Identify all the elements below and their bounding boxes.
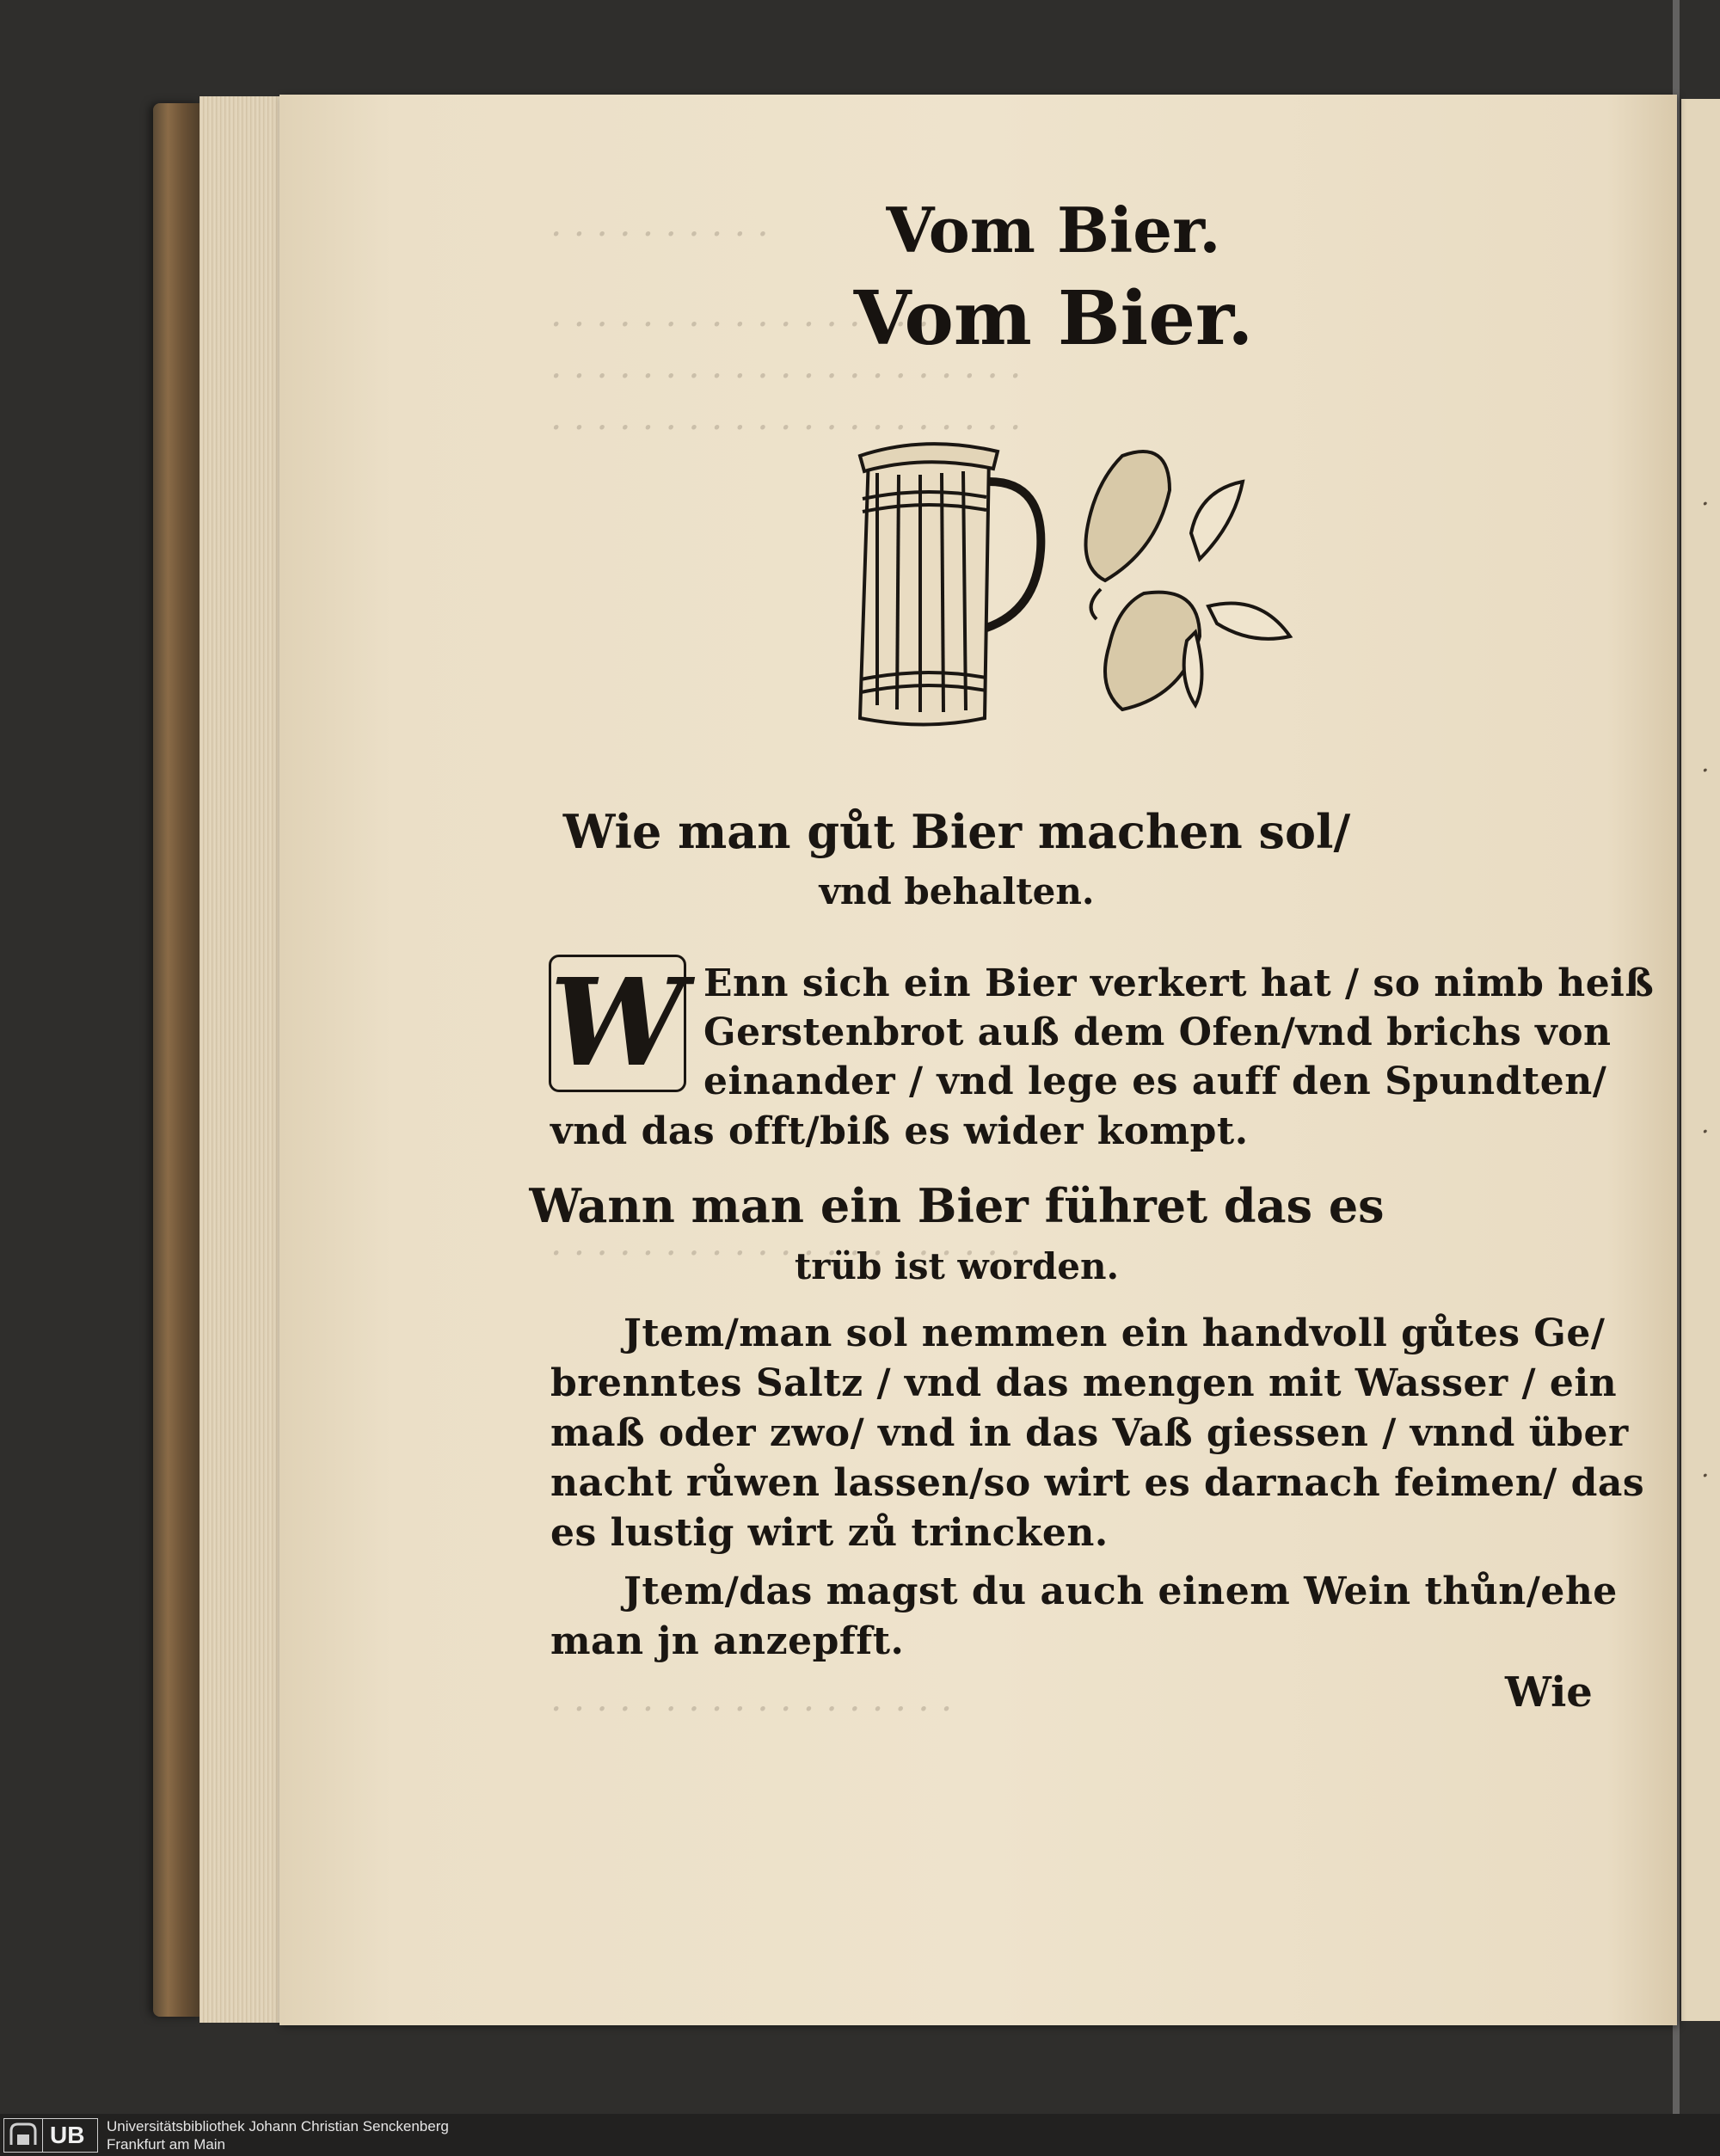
ub-logo-text: UB [50, 2121, 85, 2148]
section1-subheading: vnd behalten. [819, 870, 1095, 912]
section2-line: Jtem/man sol nemmen ein handvoll gůtes Ge/ [624, 1311, 1606, 1355]
section1-line: vnd das offt/biß es wider kompt. [550, 1109, 1249, 1153]
drop-cap: W [550, 953, 685, 1094]
footer-line1: Universitätsbibliothek Johann Christian Senckenberg [107, 2117, 449, 2135]
section2-subheading: trüb ist worden. [794, 1245, 1120, 1287]
chapter-title: Vom Bier. [853, 275, 1254, 362]
section2-line: brenntes Saltz / vnd das mengen mit Wasser / ein [550, 1361, 1618, 1405]
facing-page-edge [1681, 99, 1720, 2021]
library-emblem-icon [4, 2119, 43, 2152]
ub-logo[interactable] [3, 2118, 98, 2153]
section1-line: Gerstenbrot auß dem Ofen/vnd brichs von [703, 1010, 1612, 1054]
tankard-icon [860, 444, 1041, 724]
section2-line: es lustig wirt zů trincken. [550, 1511, 1109, 1555]
section2-line: Jtem/das magst du auch einem Wein thůn/ehe [624, 1569, 1618, 1613]
woodcut-illustration [838, 421, 1320, 740]
running-head: Vom Bier. [886, 193, 1221, 267]
section1-line: einander / vnd lege es auff den Spundten/ [703, 1060, 1607, 1103]
catchword: Wie [1505, 1668, 1593, 1717]
footer-line2: Frankfurt am Main [107, 2135, 225, 2153]
hop-cone-icon [1086, 451, 1291, 709]
section2-line: nacht růwen lassen/so wirt es darnach feimen/ das [550, 1461, 1645, 1505]
section1-heading: Wie man gůt Bier machen sol/ [562, 804, 1351, 859]
page-edges [200, 96, 286, 2023]
section2-heading: Wann man ein Bier führet das es [529, 1178, 1385, 1233]
library-footer [0, 2114, 1720, 2156]
book-spine [153, 103, 203, 2017]
section2-line: maß oder zwo/ vnd in das Vaß giessen / vnnd über [550, 1411, 1629, 1455]
section2-line: man jn anzepfft. [550, 1619, 905, 1663]
section1-line: Enn sich ein Bier verkert hat / so nimb heiß [703, 961, 1655, 1005]
footer-text [107, 2117, 449, 2153]
